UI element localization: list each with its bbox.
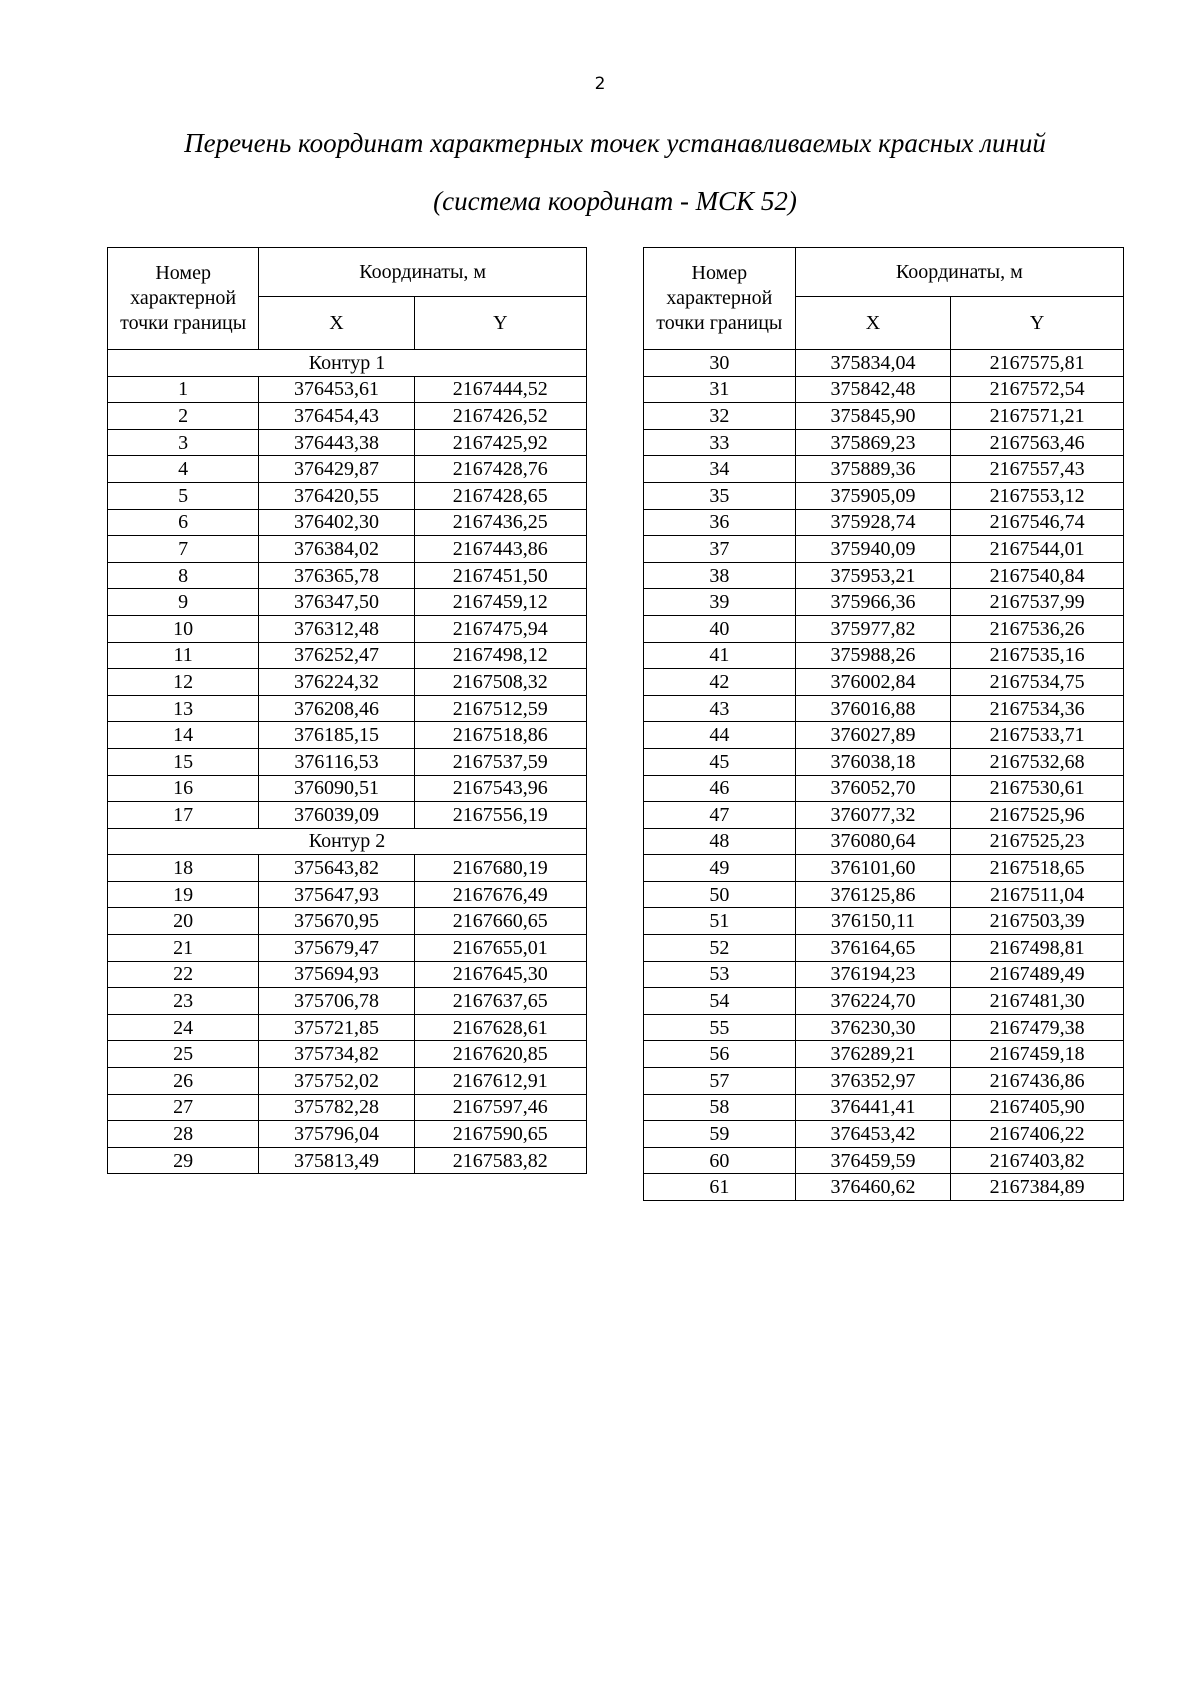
- x-coordinate-cell: 376039,09: [259, 802, 414, 829]
- x-coordinate-cell: 376224,70: [795, 988, 951, 1015]
- header-x: X: [259, 297, 414, 350]
- table-row: [644, 1014, 1124, 1041]
- point-number-cell: 32: [644, 403, 796, 430]
- y-coordinate-cell: 2167518,65: [951, 855, 1124, 882]
- point-number-cell: 7: [108, 536, 259, 563]
- point-number-cell: 34: [644, 456, 796, 483]
- table-row: [108, 1147, 587, 1174]
- y-coordinate-cell: 2167536,26: [951, 615, 1124, 642]
- x-coordinate-cell: 376441,41: [795, 1094, 951, 1121]
- x-coordinate-cell: 376080,64: [795, 828, 951, 855]
- table-row: [644, 429, 1124, 456]
- x-coordinate-cell: 376365,78: [259, 562, 414, 589]
- table-row: [644, 855, 1124, 882]
- point-number-cell: 59: [644, 1121, 796, 1148]
- header-y: Y: [414, 297, 586, 350]
- header-point-number: Номер характерной точки границы: [644, 248, 796, 350]
- y-coordinate-cell: 2167406,22: [951, 1121, 1124, 1148]
- y-coordinate-cell: 2167489,49: [951, 961, 1124, 988]
- x-coordinate-cell: 375842,48: [795, 376, 951, 403]
- y-coordinate-cell: 2167525,23: [951, 828, 1124, 855]
- table-row: [108, 988, 587, 1015]
- point-number-cell: 55: [644, 1014, 796, 1041]
- point-number-cell: 42: [644, 669, 796, 696]
- y-coordinate-cell: 2167508,32: [414, 669, 586, 696]
- y-coordinate-cell: 2167676,49: [414, 881, 586, 908]
- point-number-cell: 3: [108, 429, 259, 456]
- x-coordinate-cell: 376077,32: [795, 802, 951, 829]
- point-number-cell: 43: [644, 695, 796, 722]
- y-coordinate-cell: 2167612,91: [414, 1068, 586, 1095]
- x-coordinate-cell: 376208,46: [259, 695, 414, 722]
- x-coordinate-cell: 376002,84: [795, 669, 951, 696]
- y-coordinate-cell: 2167543,96: [414, 775, 586, 802]
- x-coordinate-cell: 376453,61: [259, 376, 414, 403]
- table-row: [108, 1121, 587, 1148]
- y-coordinate-cell: 2167533,71: [951, 722, 1124, 749]
- y-coordinate-cell: 2167443,86: [414, 536, 586, 563]
- point-number-cell: 6: [108, 509, 259, 536]
- point-number-cell: 25: [108, 1041, 259, 1068]
- y-coordinate-cell: 2167512,59: [414, 695, 586, 722]
- x-coordinate-cell: 376460,62: [795, 1174, 951, 1201]
- x-coordinate-cell: 375782,28: [259, 1094, 414, 1121]
- table-row: [644, 350, 1124, 377]
- y-coordinate-cell: 2167620,85: [414, 1041, 586, 1068]
- table-row: [108, 961, 587, 988]
- point-number-cell: 15: [108, 748, 259, 775]
- y-coordinate-cell: 2167459,12: [414, 589, 586, 616]
- point-number-cell: 2: [108, 403, 259, 430]
- x-coordinate-cell: 375643,82: [259, 855, 414, 882]
- y-coordinate-cell: 2167403,82: [951, 1147, 1124, 1174]
- y-coordinate-cell: 2167451,50: [414, 562, 586, 589]
- point-number-cell: 8: [108, 562, 259, 589]
- table-row: [644, 722, 1124, 749]
- x-coordinate-cell: 376384,02: [259, 536, 414, 563]
- table-row: [644, 961, 1124, 988]
- header-coordinates: Координаты, м: [795, 248, 1123, 297]
- x-coordinate-cell: 376289,21: [795, 1041, 951, 1068]
- point-number-cell: 12: [108, 669, 259, 696]
- x-coordinate-cell: 376116,53: [259, 748, 414, 775]
- point-number-cell: 51: [644, 908, 796, 935]
- table-row: [644, 456, 1124, 483]
- y-coordinate-cell: 2167537,99: [951, 589, 1124, 616]
- x-coordinate-cell: 376252,47: [259, 642, 414, 669]
- y-coordinate-cell: 2167583,82: [414, 1147, 586, 1174]
- table-row: [644, 615, 1124, 642]
- point-number-cell: 24: [108, 1014, 259, 1041]
- point-number-cell: 38: [644, 562, 796, 589]
- coordinates-table-left: [107, 247, 587, 1174]
- y-coordinate-cell: 2167525,96: [951, 802, 1124, 829]
- x-coordinate-cell: 376101,60: [795, 855, 951, 882]
- table-row: [644, 881, 1124, 908]
- point-number-cell: 56: [644, 1041, 796, 1068]
- x-coordinate-cell: 375977,82: [795, 615, 951, 642]
- y-coordinate-cell: 2167572,54: [951, 376, 1124, 403]
- point-number-cell: 53: [644, 961, 796, 988]
- table-row: [108, 722, 587, 749]
- table-row: [644, 1094, 1124, 1121]
- table-row: [108, 509, 587, 536]
- point-number-cell: 40: [644, 615, 796, 642]
- table-row: [108, 908, 587, 935]
- y-coordinate-cell: 2167384,89: [951, 1174, 1124, 1201]
- table-row: [108, 855, 587, 882]
- y-coordinate-cell: 2167537,59: [414, 748, 586, 775]
- x-coordinate-cell: 375869,23: [795, 429, 951, 456]
- x-coordinate-cell: 376090,51: [259, 775, 414, 802]
- point-number-cell: 44: [644, 722, 796, 749]
- contour-row: [108, 350, 587, 377]
- table-row: [108, 615, 587, 642]
- x-coordinate-cell: 376125,86: [795, 881, 951, 908]
- x-coordinate-cell: 376038,18: [795, 748, 951, 775]
- table-row: [108, 376, 587, 403]
- y-coordinate-cell: 2167444,52: [414, 376, 586, 403]
- table-row: [108, 1068, 587, 1095]
- table-row: [644, 935, 1124, 962]
- coordinates-table-right: [643, 247, 1124, 1201]
- y-coordinate-cell: 2167405,90: [951, 1094, 1124, 1121]
- x-coordinate-cell: 375834,04: [795, 350, 951, 377]
- table-row: [644, 695, 1124, 722]
- x-coordinate-cell: 375988,26: [795, 642, 951, 669]
- point-number-cell: 47: [644, 802, 796, 829]
- table-row: [108, 1041, 587, 1068]
- table-row: [644, 1041, 1124, 1068]
- header-x: X: [795, 297, 951, 350]
- y-coordinate-cell: 2167428,65: [414, 482, 586, 509]
- point-number-cell: 11: [108, 642, 259, 669]
- table-row: [108, 1094, 587, 1121]
- table-row: [644, 589, 1124, 616]
- page-number: 2: [594, 74, 606, 94]
- y-coordinate-cell: 2167680,19: [414, 855, 586, 882]
- x-coordinate-cell: 376164,65: [795, 935, 951, 962]
- x-coordinate-cell: 376402,30: [259, 509, 414, 536]
- y-coordinate-cell: 2167535,16: [951, 642, 1124, 669]
- point-number-cell: 21: [108, 935, 259, 962]
- x-coordinate-cell: 376194,23: [795, 961, 951, 988]
- point-number-cell: 20: [108, 908, 259, 935]
- y-coordinate-cell: 2167546,74: [951, 509, 1124, 536]
- point-number-cell: 46: [644, 775, 796, 802]
- point-number-cell: 49: [644, 855, 796, 882]
- y-coordinate-cell: 2167428,76: [414, 456, 586, 483]
- table-row: [108, 642, 587, 669]
- y-coordinate-cell: 2167575,81: [951, 350, 1124, 377]
- point-number-cell: 23: [108, 988, 259, 1015]
- point-number-cell: 13: [108, 695, 259, 722]
- point-number-cell: 45: [644, 748, 796, 775]
- point-number-cell: 50: [644, 881, 796, 908]
- table-row: [644, 403, 1124, 430]
- table-row: [644, 1174, 1124, 1201]
- point-number-cell: 33: [644, 429, 796, 456]
- x-coordinate-cell: 376224,32: [259, 669, 414, 696]
- y-coordinate-cell: 2167481,30: [951, 988, 1124, 1015]
- x-coordinate-cell: 376454,43: [259, 403, 414, 430]
- table-row: [644, 988, 1124, 1015]
- point-number-cell: 27: [108, 1094, 259, 1121]
- y-coordinate-cell: 2167540,84: [951, 562, 1124, 589]
- y-coordinate-cell: 2167628,61: [414, 1014, 586, 1041]
- x-coordinate-cell: 375813,49: [259, 1147, 414, 1174]
- x-coordinate-cell: 376312,48: [259, 615, 414, 642]
- x-coordinate-cell: 376453,42: [795, 1121, 951, 1148]
- y-coordinate-cell: 2167645,30: [414, 961, 586, 988]
- point-number-cell: 35: [644, 482, 796, 509]
- contour-label: Контур 1: [108, 350, 587, 377]
- table-row: [644, 669, 1124, 696]
- point-number-cell: 17: [108, 802, 259, 829]
- table-row: [108, 1014, 587, 1041]
- y-coordinate-cell: 2167532,68: [951, 748, 1124, 775]
- table-row: [644, 748, 1124, 775]
- y-coordinate-cell: 2167597,46: [414, 1094, 586, 1121]
- table-row: [108, 589, 587, 616]
- point-number-cell: 58: [644, 1094, 796, 1121]
- table-row: [108, 482, 587, 509]
- x-coordinate-cell: 375940,09: [795, 536, 951, 563]
- table-row: [644, 562, 1124, 589]
- x-coordinate-cell: 375889,36: [795, 456, 951, 483]
- x-coordinate-cell: 375647,93: [259, 881, 414, 908]
- document-title: Перечень координат характерных точек устанавливаемых красных линий: [184, 128, 1046, 158]
- x-coordinate-cell: 376347,50: [259, 589, 414, 616]
- x-coordinate-cell: 375734,82: [259, 1041, 414, 1068]
- x-coordinate-cell: 375721,85: [259, 1014, 414, 1041]
- table-row: [644, 536, 1124, 563]
- y-coordinate-cell: 2167425,92: [414, 429, 586, 456]
- document-subtitle: (система координат - МСК 52): [433, 186, 797, 216]
- y-coordinate-cell: 2167563,46: [951, 429, 1124, 456]
- point-number-cell: 60: [644, 1147, 796, 1174]
- y-coordinate-cell: 2167660,65: [414, 908, 586, 935]
- point-number-cell: 41: [644, 642, 796, 669]
- point-number-cell: 16: [108, 775, 259, 802]
- contour-row: [108, 828, 587, 855]
- x-coordinate-cell: 376459,59: [795, 1147, 951, 1174]
- x-coordinate-cell: 375670,95: [259, 908, 414, 935]
- table-row: [108, 669, 587, 696]
- table-row: [644, 1121, 1124, 1148]
- point-number-cell: 61: [644, 1174, 796, 1201]
- point-number-cell: 31: [644, 376, 796, 403]
- point-number-cell: 18: [108, 855, 259, 882]
- x-coordinate-cell: 376150,11: [795, 908, 951, 935]
- table-row: [644, 828, 1124, 855]
- y-coordinate-cell: 2167426,52: [414, 403, 586, 430]
- y-coordinate-cell: 2167518,86: [414, 722, 586, 749]
- y-coordinate-cell: 2167530,61: [951, 775, 1124, 802]
- point-number-cell: 22: [108, 961, 259, 988]
- table-row: [108, 429, 587, 456]
- table-row: [108, 536, 587, 563]
- x-coordinate-cell: 375928,74: [795, 509, 951, 536]
- y-coordinate-cell: 2167590,65: [414, 1121, 586, 1148]
- x-coordinate-cell: 375706,78: [259, 988, 414, 1015]
- y-coordinate-cell: 2167498,12: [414, 642, 586, 669]
- point-number-cell: 26: [108, 1068, 259, 1095]
- y-coordinate-cell: 2167571,21: [951, 403, 1124, 430]
- header-y: Y: [951, 297, 1124, 350]
- y-coordinate-cell: 2167436,86: [951, 1068, 1124, 1095]
- table-row: [644, 908, 1124, 935]
- point-number-cell: 5: [108, 482, 259, 509]
- table-row: [644, 1147, 1124, 1174]
- table-row: [644, 509, 1124, 536]
- point-number-cell: 4: [108, 456, 259, 483]
- point-number-cell: 48: [644, 828, 796, 855]
- x-coordinate-cell: 375796,04: [259, 1121, 414, 1148]
- point-number-cell: 37: [644, 536, 796, 563]
- table-row: [108, 881, 587, 908]
- point-number-cell: 54: [644, 988, 796, 1015]
- point-number-cell: 10: [108, 615, 259, 642]
- point-number-cell: 36: [644, 509, 796, 536]
- x-coordinate-cell: 376016,88: [795, 695, 951, 722]
- point-number-cell: 39: [644, 589, 796, 616]
- point-number-cell: 1: [108, 376, 259, 403]
- x-coordinate-cell: 375694,93: [259, 961, 414, 988]
- x-coordinate-cell: 376443,38: [259, 429, 414, 456]
- table-row: [108, 695, 587, 722]
- table-row: [644, 376, 1124, 403]
- point-number-cell: 29: [108, 1147, 259, 1174]
- point-number-cell: 30: [644, 350, 796, 377]
- y-coordinate-cell: 2167459,18: [951, 1041, 1124, 1068]
- header-coordinates: Координаты, м: [259, 248, 587, 297]
- point-number-cell: 52: [644, 935, 796, 962]
- y-coordinate-cell: 2167637,65: [414, 988, 586, 1015]
- table-row: [644, 802, 1124, 829]
- x-coordinate-cell: 376185,15: [259, 722, 414, 749]
- point-number-cell: 28: [108, 1121, 259, 1148]
- y-coordinate-cell: 2167534,36: [951, 695, 1124, 722]
- x-coordinate-cell: 375905,09: [795, 482, 951, 509]
- point-number-cell: 57: [644, 1068, 796, 1095]
- table-row: [644, 642, 1124, 669]
- contour-label: Контур 2: [108, 828, 587, 855]
- y-coordinate-cell: 2167544,01: [951, 536, 1124, 563]
- x-coordinate-cell: 375752,02: [259, 1068, 414, 1095]
- table-row: [644, 775, 1124, 802]
- x-coordinate-cell: 376052,70: [795, 775, 951, 802]
- table-row: [108, 748, 587, 775]
- x-coordinate-cell: 376230,30: [795, 1014, 951, 1041]
- table-row: [644, 482, 1124, 509]
- header-point-number: Номер характерной точки границы: [108, 248, 259, 350]
- x-coordinate-cell: 376420,55: [259, 482, 414, 509]
- x-coordinate-cell: 376352,97: [795, 1068, 951, 1095]
- table-row: [108, 775, 587, 802]
- x-coordinate-cell: 375966,36: [795, 589, 951, 616]
- point-number-cell: 19: [108, 881, 259, 908]
- table-row: [108, 562, 587, 589]
- table-row: [108, 403, 587, 430]
- y-coordinate-cell: 2167479,38: [951, 1014, 1124, 1041]
- point-number-cell: 9: [108, 589, 259, 616]
- y-coordinate-cell: 2167503,39: [951, 908, 1124, 935]
- y-coordinate-cell: 2167436,25: [414, 509, 586, 536]
- x-coordinate-cell: 376429,87: [259, 456, 414, 483]
- x-coordinate-cell: 375953,21: [795, 562, 951, 589]
- y-coordinate-cell: 2167556,19: [414, 802, 586, 829]
- y-coordinate-cell: 2167534,75: [951, 669, 1124, 696]
- y-coordinate-cell: 2167498,81: [951, 935, 1124, 962]
- table-row: [644, 1068, 1124, 1095]
- y-coordinate-cell: 2167655,01: [414, 935, 586, 962]
- y-coordinate-cell: 2167553,12: [951, 482, 1124, 509]
- point-number-cell: 14: [108, 722, 259, 749]
- x-coordinate-cell: 375679,47: [259, 935, 414, 962]
- table-row: [108, 802, 587, 829]
- table-row: [108, 456, 587, 483]
- table-row: [108, 935, 587, 962]
- y-coordinate-cell: 2167557,43: [951, 456, 1124, 483]
- y-coordinate-cell: 2167475,94: [414, 615, 586, 642]
- x-coordinate-cell: 376027,89: [795, 722, 951, 749]
- y-coordinate-cell: 2167511,04: [951, 881, 1124, 908]
- x-coordinate-cell: 375845,90: [795, 403, 951, 430]
